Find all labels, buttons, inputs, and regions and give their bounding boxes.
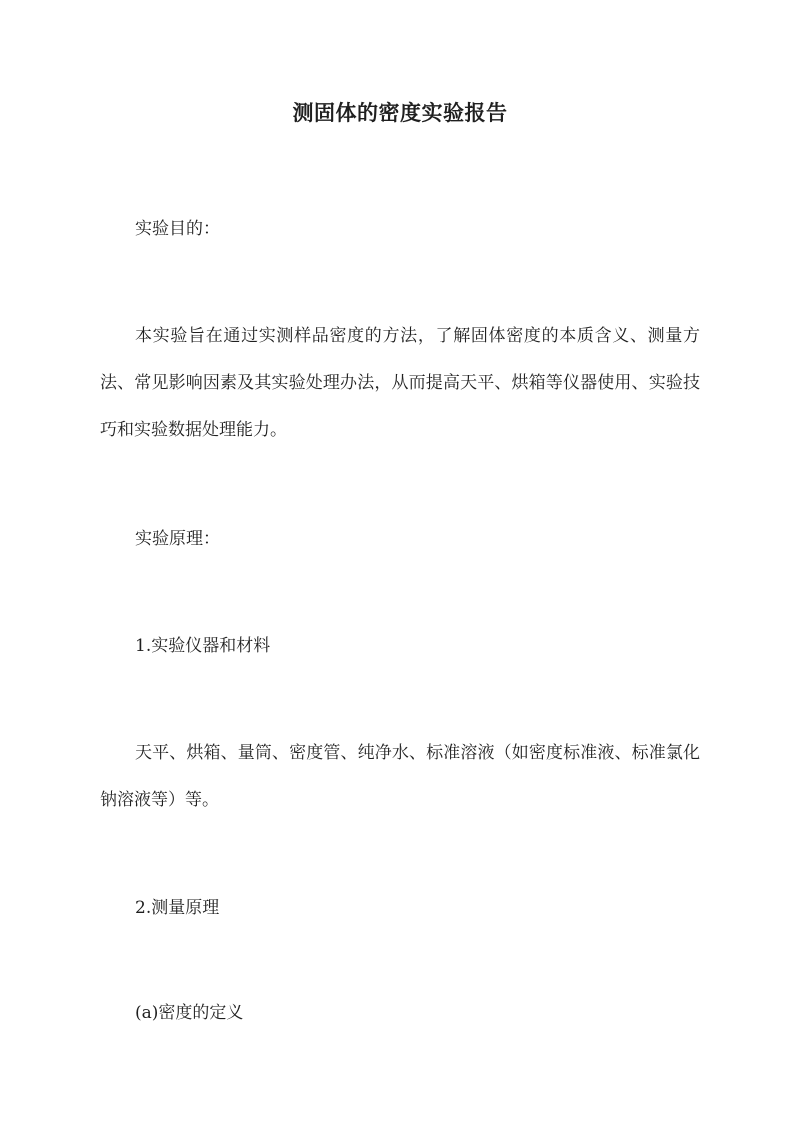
paragraph-instruments: 天平、烘箱、量筒、密度管、纯净水、标准溶液（如密度标准液、标准氯化钠溶液等）等。 [100, 743, 700, 810]
subheading-measurement-principle: 2.测量原理 [135, 898, 220, 918]
subheading-density-definition: (a)密度的定义 [135, 1003, 244, 1023]
subheading-instruments: 1.实验仪器和材料 [135, 636, 271, 656]
paragraph-purpose: 本实验旨在通过实测样品密度的方法，了解固体密度的本质含义、测量方法、常见影响因素及其实验处理办法，从而提高天平、烘箱等仪器使用、实验技巧和实验数据处理能力。 [100, 326, 700, 440]
section-heading-purpose: 实验目的： [135, 219, 220, 239]
document-title: 测固体的密度实验报告 [292, 100, 508, 125]
section-heading-principle: 实验原理： [135, 529, 220, 549]
